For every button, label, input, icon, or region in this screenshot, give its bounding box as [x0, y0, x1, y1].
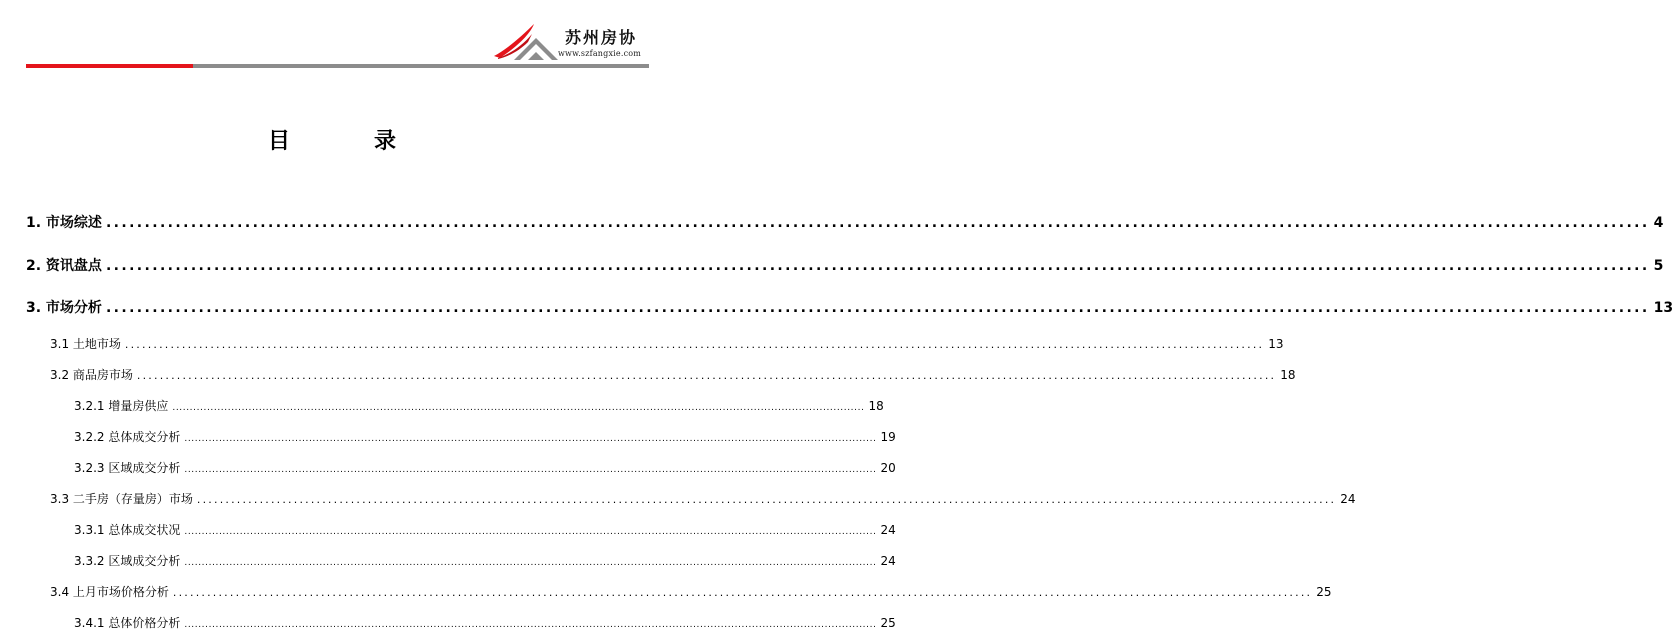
- toc-leader-dots: ........................................................................................................................................................................................................: [184, 465, 877, 475]
- toc-entry[interactable]: [74, 552, 896, 569]
- toc-entry-label: 3.3.2 区域成交分析: [74, 554, 181, 568]
- toc-entry[interactable]: [50, 335, 1284, 352]
- toc-entry[interactable]: [74, 397, 884, 414]
- toc-entry-page: 25: [880, 616, 896, 630]
- page-header: [0, 0, 676, 75]
- toc-entry-page: 4: [1653, 215, 1664, 231]
- toc-entry-label: 3.3.1 总体成交状况: [74, 523, 181, 537]
- toc-entry-label: 3.2.1 增量房供应: [74, 399, 169, 413]
- toc-leader-dots: ........................................................................................................................................................................................................: [105, 258, 1650, 274]
- toc-entry-label: 3. 市场分析: [26, 300, 102, 316]
- brush-roof-logo-icon: [492, 20, 562, 64]
- toc-leader-dots: ........................................................................................................................................................................................................: [184, 558, 877, 568]
- brand-url: www.szfangxie.com: [558, 49, 642, 58]
- toc-entry[interactable]: [50, 366, 1296, 383]
- toc-leader-dots: ........................................................................................................................................................................................................: [184, 434, 877, 444]
- toc-entry-label: 3.1 土地市场: [50, 337, 121, 351]
- toc-entry-label: 3.4 上月市场价格分析: [50, 585, 169, 599]
- toc-entry[interactable]: [74, 521, 896, 538]
- toc-leader-dots: ........................................................................................................................................................................................................: [184, 620, 877, 630]
- toc-entry-page: 24: [880, 554, 896, 568]
- toc-entry-label: 3.2.2 总体成交分析: [74, 430, 181, 444]
- toc-leader-dots: ........................................................................................................................................................................................................: [124, 338, 1265, 351]
- toc-entry-label: 1. 市场综述: [26, 215, 102, 231]
- toc-entry-page: 25: [1316, 585, 1332, 599]
- toc-entry-page: 19: [880, 430, 896, 444]
- toc-entry-label: 3.4.1 总体价格分析: [74, 616, 181, 630]
- toc-leader-dots: ........................................................................................................................................................................................................: [184, 527, 877, 537]
- toc-leader-dots: ........................................................................................................................................................................................................: [105, 300, 1650, 316]
- toc-leader-dots: ........................................................................................................................................................................................................: [172, 403, 865, 413]
- toc-entry-page: 18: [868, 399, 884, 413]
- brand-name: 苏州房协: [565, 28, 638, 47]
- toc-entry-label: 3.3 二手房（存量房）市场: [50, 492, 193, 506]
- toc-leader-dots: ........................................................................................................................................................................................................: [136, 369, 1277, 382]
- toc-entry-label: 2. 资讯盘点: [26, 258, 102, 274]
- toc-entry[interactable]: [50, 490, 1356, 507]
- toc-entry-page: 13: [1268, 337, 1284, 351]
- toc-entry-page: 5: [1653, 258, 1664, 274]
- toc-entry[interactable]: [50, 583, 1332, 600]
- toc-entry[interactable]: [74, 614, 896, 631]
- toc-entry[interactable]: [74, 428, 896, 445]
- header-rule-red: [26, 64, 193, 68]
- toc-entry-label: 3.2 商品房市场: [50, 368, 133, 382]
- toc-entry[interactable]: [26, 212, 1664, 232]
- toc-entry-page: 24: [1340, 492, 1356, 506]
- title-char-2: 录: [374, 129, 397, 154]
- toc-entry[interactable]: [74, 459, 896, 476]
- toc-entry-page: 20: [880, 461, 896, 475]
- brand-logo: [492, 20, 652, 64]
- toc-leader-dots: ........................................................................................................................................................................................................: [196, 493, 1337, 506]
- toc-entry-label: 3.2.3 区域成交分析: [74, 461, 181, 475]
- toc-entry-page: 18: [1280, 368, 1296, 382]
- title-char-1: 目: [268, 129, 291, 154]
- toc-entry[interactable]: [26, 255, 1664, 275]
- toc-entry[interactable]: [26, 297, 1673, 317]
- toc-entry-page: 24: [880, 523, 896, 537]
- toc-leader-dots: ........................................................................................................................................................................................................: [172, 586, 1313, 599]
- toc-leader-dots: ........................................................................................................................................................................................................: [105, 215, 1650, 231]
- toc-entry-page: 13: [1653, 300, 1673, 316]
- header-rule-gray: [193, 64, 649, 68]
